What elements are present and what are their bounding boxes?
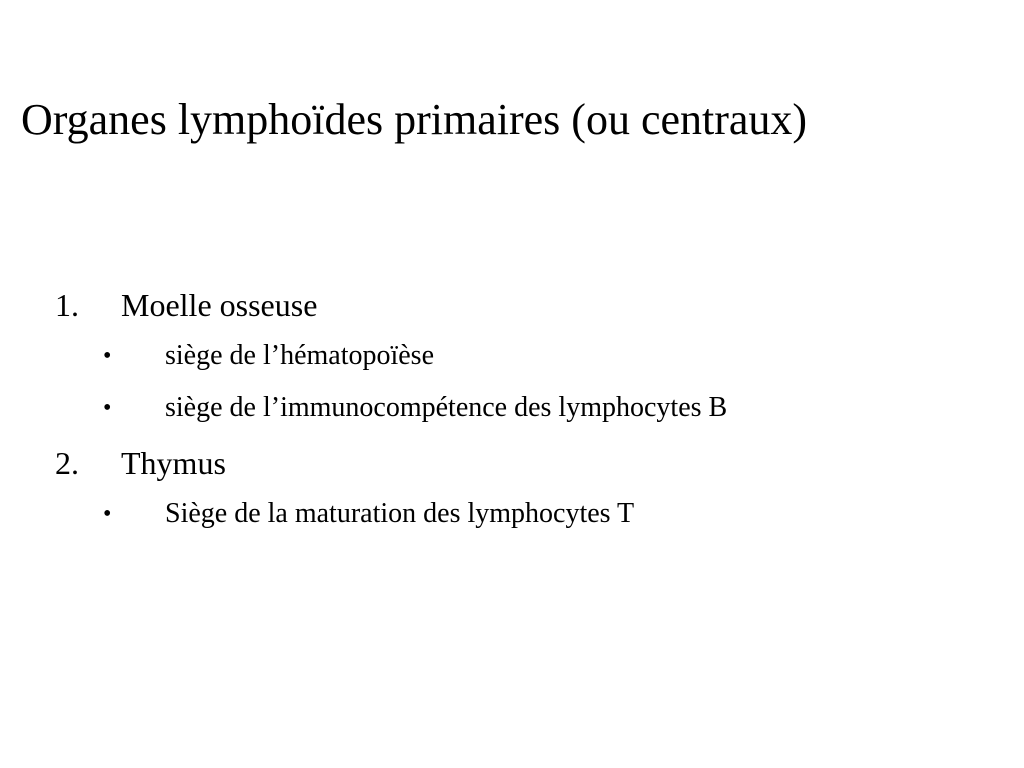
sub-list-item-text: Siège de la maturation des lymphocytes T [165, 498, 635, 529]
sub-list-item [0, 488, 1024, 540]
list-item-label: Thymus [121, 445, 226, 481]
sub-list-item-text: siège de l’hématopoïèse [165, 340, 435, 371]
bullet-icon: • [103, 343, 112, 369]
sub-list-item-text: siège de l’immunocompétence des lymphocytes B [165, 392, 728, 423]
bullet-icon: • [103, 501, 112, 527]
bullet-icon: • [103, 395, 112, 421]
list-item-moelle-osseuse [0, 280, 1024, 330]
outline-list [0, 280, 1024, 540]
list-number: 2. [55, 445, 79, 481]
list-item-thymus [0, 438, 1024, 488]
list-number: 1. [55, 287, 79, 323]
sub-list-item [0, 330, 1024, 382]
slide-title: Organes lymphoïdes primaires (ou centraux) [21, 95, 808, 144]
list-item-label: Moelle osseuse [121, 287, 318, 323]
sub-list-item [0, 382, 1024, 434]
